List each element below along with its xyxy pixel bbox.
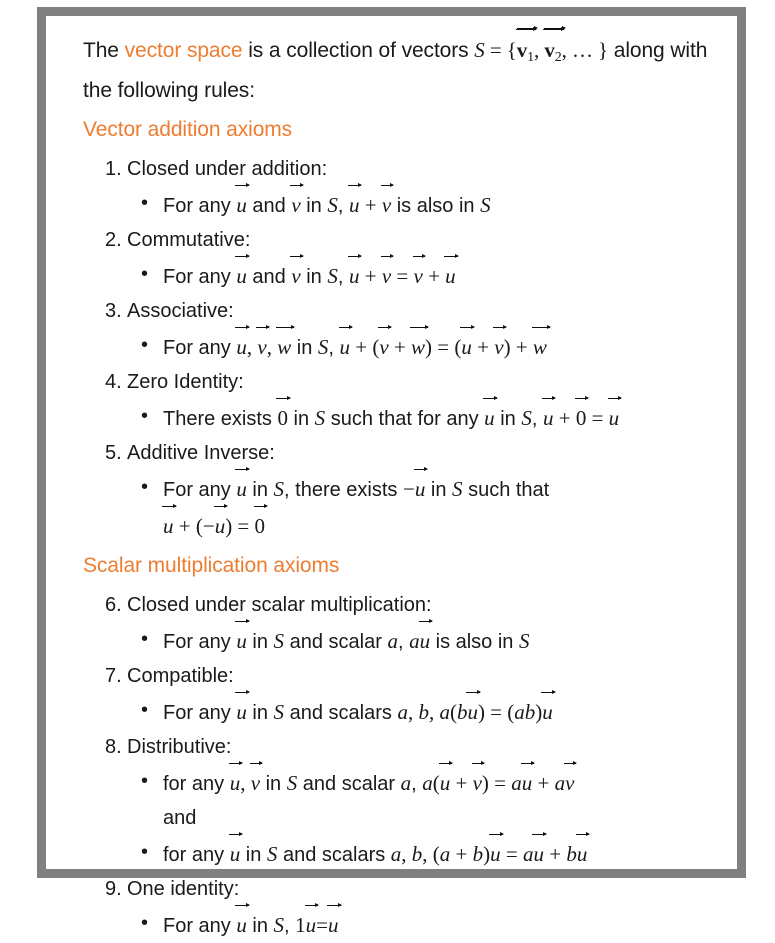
axiom-number-1: 1. [105, 157, 122, 180]
list-item [127, 399, 729, 436]
axiom-item-2 [83, 223, 729, 294]
v1-letter: v [517, 32, 527, 67]
slide-content [83, 30, 729, 943]
axiom-7-bullets [127, 693, 729, 730]
axiom-title-6: Closed under scalar multiplication: [127, 593, 432, 616]
bullet-text: For any u in S, there exists −u in S such that [163, 479, 549, 501]
section-heading-vector-addition: Vector addition axioms [83, 117, 293, 141]
intro-paragraph [83, 30, 729, 107]
bullet-text: For any u, v, w in S, u + (v + w) = (u + v) + w [163, 337, 547, 359]
axiom-item-9 [83, 872, 729, 943]
list-item [127, 257, 729, 294]
bullet-icon: • [141, 911, 149, 934]
slide-canvas [46, 16, 737, 937]
bullet-text: for any u in S and scalars a, b, (a + b)u = au + bu [163, 844, 587, 866]
axiom-title-4: Zero Identity: [127, 370, 244, 393]
axiom-number-8: 8. [105, 735, 122, 758]
axiom-number-6: 6. [105, 593, 122, 616]
axiom-title-8: Distributive: [127, 735, 232, 758]
axiom-2-bullets [127, 257, 729, 294]
axiom-9-bullets [127, 906, 729, 943]
set-open-brace: { [506, 38, 517, 62]
intro-after-keyword: is a collection of vectors [242, 39, 475, 62]
axiom-item-6 [83, 588, 729, 659]
bullet-icon: • [141, 475, 149, 498]
axiom-number-5: 5. [105, 441, 122, 464]
set-comma-1: , [534, 38, 545, 62]
scalar-multiplication-axiom-list [83, 588, 729, 943]
bullet-text: For any u and v in S, u + v is also in S [163, 195, 491, 217]
section-heading-scalar-multiplication: Scalar multiplication axioms [83, 553, 340, 577]
axiom-item-3 [83, 294, 729, 365]
list-item [127, 835, 729, 872]
list-item [127, 693, 729, 730]
list-item [127, 328, 729, 365]
v1-subscript: 1 [527, 49, 535, 65]
bullet-text: For any u and v in S, u + v = v + u [163, 266, 456, 288]
axiom-3-bullets [127, 328, 729, 365]
bullet-icon: • [141, 840, 149, 863]
bullet-icon: • [141, 191, 149, 214]
axiom-1-bullets [127, 186, 729, 223]
axiom-item-4 [83, 365, 729, 436]
axiom-title-2: Commutative: [127, 228, 251, 251]
vector-v1 [517, 30, 534, 74]
axiom-title-7: Compatible: [127, 664, 234, 687]
bullet-icon: • [141, 333, 149, 356]
axiom-title-5: Additive Inverse: [127, 441, 275, 464]
set-ellipsis: , … [561, 38, 599, 62]
bullet-icon: • [141, 262, 149, 285]
axiom-8-continuation: and [163, 806, 197, 829]
axiom-number-2: 2. [105, 228, 122, 251]
axiom-item-1 [83, 152, 729, 223]
bullet-icon: • [141, 404, 149, 427]
axiom-4-bullets [127, 399, 729, 436]
bullet-text: There exists 0 in S such that for any u in S, u + 0 = u [163, 408, 619, 430]
axiom-5-bullets [127, 470, 729, 544]
intro-lead: The [83, 39, 125, 62]
intro-tail: along with the following rules: [83, 39, 708, 102]
list-item [127, 764, 729, 835]
set-close-brace: } [598, 38, 609, 62]
axiom-item-7 [83, 659, 729, 730]
axiom-number-9: 9. [105, 877, 122, 900]
bullet-text: for any u, v in S and scalar a, a(u + v) = au + av [163, 773, 574, 795]
set-symbol-S: S [474, 38, 485, 62]
bullet-text: For any u in S and scalar a, au is also in S [163, 631, 530, 653]
axiom-8-bullets [127, 764, 729, 872]
list-item [127, 622, 729, 659]
list-item [127, 470, 729, 544]
list-item [127, 186, 729, 223]
axiom-title-9: One identity: [127, 877, 240, 900]
axiom-title-1: Closed under addition: [127, 157, 328, 180]
v2-letter: v [544, 32, 554, 67]
bullet-text: For any u in S, 1u=u [163, 915, 339, 937]
axiom-number-7: 7. [105, 664, 122, 687]
list-item [127, 906, 729, 943]
axiom-number-4: 4. [105, 370, 122, 393]
vector-addition-axiom-list [83, 152, 729, 544]
equals-sign: = [484, 38, 507, 62]
axiom-item-5 [83, 436, 729, 544]
slide-frame [37, 7, 746, 937]
bullet-text: For any u in S and scalars a, b, a(bu) = (ab)u [163, 702, 553, 724]
bullet-icon: • [141, 698, 149, 721]
v2-subscript: 2 [554, 49, 562, 65]
axiom-number-3: 3. [105, 299, 122, 322]
axiom-item-8 [83, 730, 729, 872]
bullet-icon: • [141, 769, 149, 792]
axiom-title-3: Associative: [127, 299, 234, 322]
vector-space-keyword: vector space [124, 39, 243, 62]
bullet-icon: • [141, 627, 149, 650]
axiom-5-continuation: u + (−u) = 0 [163, 507, 729, 544]
axiom-6-bullets [127, 622, 729, 659]
vector-v2 [544, 30, 561, 74]
